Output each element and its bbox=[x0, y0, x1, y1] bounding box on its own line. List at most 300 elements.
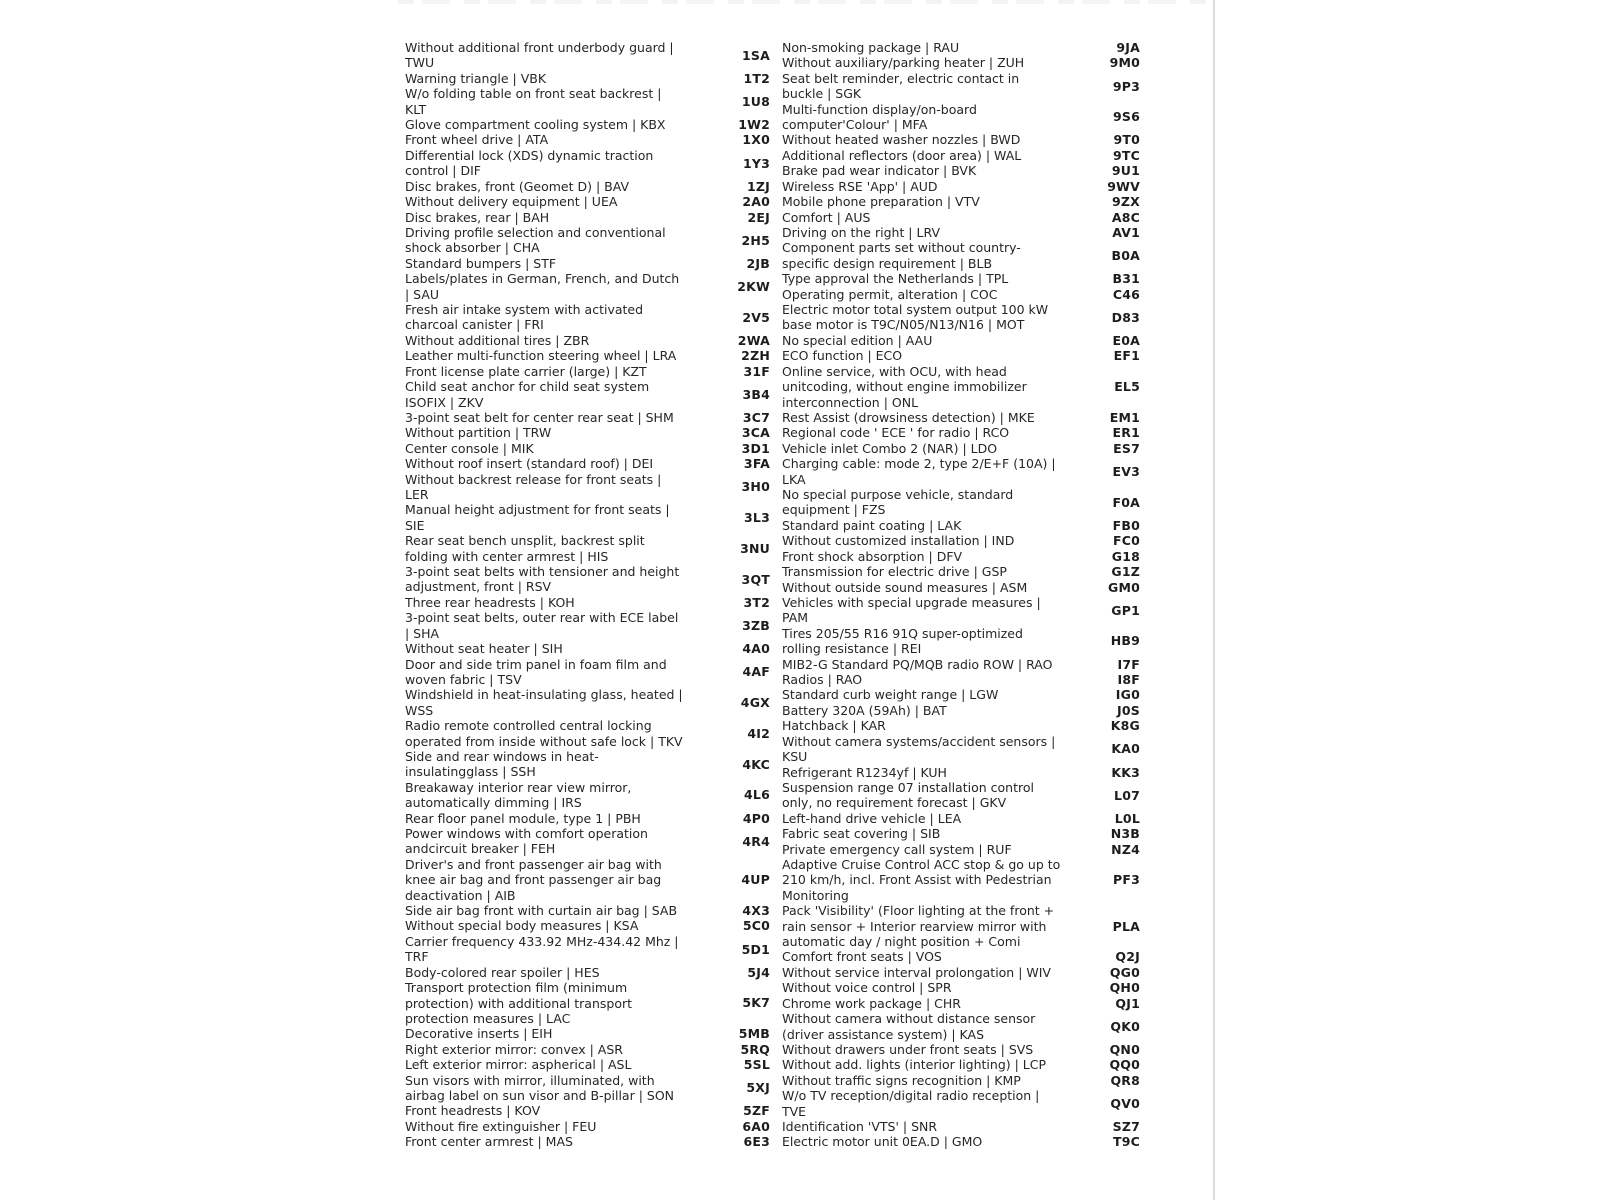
description-line: Without traffic signs recognition | KMP bbox=[782, 1072, 1021, 1088]
description-line: Without fire extinguisher | FEU bbox=[405, 1118, 597, 1134]
description-line: Battery 320A (59Ah) | BAT bbox=[782, 702, 947, 718]
description-line: TVE bbox=[782, 1103, 807, 1119]
option-description bbox=[782, 734, 1082, 765]
option-code: E0A bbox=[1112, 332, 1140, 348]
description-line: Carrier frequency 433.92 MHz-434.42 Mhz | bbox=[405, 933, 679, 949]
option-description bbox=[782, 348, 1082, 363]
option-row bbox=[782, 703, 1140, 718]
option-code: 1ZJ bbox=[746, 178, 770, 194]
option-row bbox=[405, 502, 770, 533]
description-line: No special edition | AAU bbox=[782, 332, 933, 348]
description-line: insulatingglass | SSH bbox=[405, 764, 536, 780]
option-code: 6A0 bbox=[742, 1118, 770, 1134]
option-row bbox=[405, 40, 770, 71]
option-code: AV1 bbox=[1112, 225, 1140, 240]
description-line: Transport protection film (minimum bbox=[405, 980, 628, 996]
description-line: 210 km/h, incl. Front Assist with Pedestrian bbox=[782, 872, 1052, 888]
description-line: Front wheel drive | ATA bbox=[405, 132, 549, 148]
option-row bbox=[782, 980, 1140, 995]
option-row bbox=[405, 657, 770, 688]
option-code: 9TC bbox=[1113, 147, 1140, 163]
option-row bbox=[782, 348, 1140, 363]
description-line: Disc brakes, front (Geomet D) | BAV bbox=[405, 178, 630, 194]
option-description bbox=[782, 487, 1082, 518]
description-line: Monitoring bbox=[782, 887, 849, 903]
option-row bbox=[782, 1057, 1140, 1072]
option-code: L07 bbox=[1114, 787, 1140, 803]
option-code: 3D1 bbox=[741, 440, 770, 456]
option-row bbox=[405, 86, 770, 117]
description-line: Wireless RSE 'App' | AUD bbox=[782, 178, 938, 194]
option-code: 4KC bbox=[742, 756, 770, 772]
description-line: W/o folding table on front seat backrest | bbox=[405, 86, 662, 102]
option-row bbox=[782, 949, 1140, 964]
option-row bbox=[782, 564, 1140, 579]
option-description bbox=[782, 687, 1082, 702]
description-line: Without heated washer nozzles | BWD bbox=[782, 132, 1021, 148]
description-line: Front center armrest | MAS bbox=[405, 1134, 573, 1150]
option-row bbox=[782, 40, 1140, 55]
description-line: Without backrest release for front seats | bbox=[405, 471, 662, 487]
option-code: J0S bbox=[1117, 702, 1140, 718]
option-code: D83 bbox=[1111, 309, 1140, 325]
option-code: 9WV bbox=[1107, 178, 1140, 194]
option-description bbox=[782, 40, 1082, 55]
description-line: Vehicles with special upgrade measures | bbox=[782, 594, 1041, 610]
option-description bbox=[782, 765, 1082, 780]
option-code: PF3 bbox=[1113, 872, 1140, 888]
description-line: Mobile phone preparation | VTV bbox=[782, 194, 980, 210]
option-description bbox=[782, 518, 1082, 533]
option-code: Q2J bbox=[1115, 949, 1140, 965]
description-line: Without voice control | SPR bbox=[782, 980, 952, 996]
option-row bbox=[782, 857, 1140, 903]
description-line: Glove compartment cooling system | KBX bbox=[405, 117, 666, 133]
option-description bbox=[782, 225, 1082, 240]
option-row bbox=[782, 734, 1140, 765]
option-description bbox=[405, 1057, 712, 1072]
option-code: I7F bbox=[1117, 656, 1140, 672]
option-description bbox=[782, 1057, 1082, 1072]
option-code: ES7 bbox=[1113, 440, 1140, 456]
description-line: Pack 'Visibility' (Floor lighting at the front + bbox=[782, 903, 1055, 919]
description-line: charcoal canister | FRI bbox=[405, 317, 544, 333]
option-row bbox=[782, 1011, 1140, 1042]
option-code: GM0 bbox=[1108, 579, 1140, 595]
option-description bbox=[405, 117, 712, 132]
option-row bbox=[782, 1134, 1140, 1149]
option-description bbox=[782, 718, 1082, 733]
option-code: G18 bbox=[1111, 548, 1140, 564]
option-code: QV0 bbox=[1110, 1095, 1140, 1111]
description-line: automatic day / night position + Comi bbox=[782, 934, 1021, 950]
option-description bbox=[405, 425, 712, 440]
description-line: Windshield in heat-insulating glass, heated | bbox=[405, 687, 683, 703]
description-line: andcircuit breaker | FEH bbox=[405, 841, 556, 857]
option-code: 9P3 bbox=[1112, 78, 1140, 94]
option-description bbox=[405, 657, 712, 688]
option-code: 5SL bbox=[743, 1057, 770, 1073]
description-line: | SAU bbox=[405, 286, 440, 302]
description-line: Decorative inserts | EIH bbox=[405, 1026, 553, 1042]
option-row bbox=[782, 333, 1140, 348]
option-description bbox=[405, 271, 712, 302]
option-description bbox=[405, 749, 712, 780]
option-row bbox=[782, 626, 1140, 657]
page-divider bbox=[1213, 0, 1215, 1200]
description-line: Door and side trim panel in foam film and bbox=[405, 656, 667, 672]
description-line: only, no requirement forecast | GKV bbox=[782, 795, 1007, 811]
description-line: adjustment, front | RSV bbox=[405, 579, 552, 595]
option-description bbox=[405, 533, 712, 564]
option-description bbox=[405, 811, 712, 826]
option-description bbox=[782, 333, 1082, 348]
option-row bbox=[405, 256, 770, 271]
description-line: airbag label on sun visor and B-pillar | SON bbox=[405, 1087, 675, 1103]
description-line: Without roof insert (standard roof) | DEI bbox=[405, 456, 654, 472]
description-line: Without special body measures | KSA bbox=[405, 918, 639, 934]
description-line: Vehicle inlet Combo 2 (NAR) | LDO bbox=[782, 440, 998, 456]
description-line: Charging cable: mode 2, type 2/E+F (10A) | bbox=[782, 456, 1056, 472]
description-line: Electric motor unit 0EA.D | GMO bbox=[782, 1134, 983, 1150]
description-line: Body-colored rear spoiler | HES bbox=[405, 964, 600, 980]
option-row bbox=[782, 410, 1140, 425]
option-code: QN0 bbox=[1109, 1041, 1140, 1057]
option-row bbox=[405, 348, 770, 363]
description-line: Standard curb weight range | LGW bbox=[782, 687, 999, 703]
option-code: 3C7 bbox=[742, 409, 770, 425]
option-description bbox=[782, 1088, 1082, 1119]
option-code: EV3 bbox=[1112, 463, 1140, 479]
option-code: C46 bbox=[1112, 286, 1140, 302]
description-line: deactivation | AIB bbox=[405, 887, 516, 903]
description-line: Chrome work package | CHR bbox=[782, 995, 961, 1011]
option-description bbox=[405, 564, 712, 595]
option-row bbox=[782, 71, 1140, 102]
description-line: Power windows with comfort operation bbox=[405, 825, 648, 841]
description-line: Sun visors with mirror, illuminated, with bbox=[405, 1072, 655, 1088]
description-line: specific design requirement | BLB bbox=[782, 255, 993, 271]
option-code: 4A0 bbox=[742, 641, 770, 657]
option-code: 1Y3 bbox=[742, 155, 770, 171]
option-code: K8G bbox=[1110, 718, 1140, 734]
description-line: Brake pad wear indicator | BVK bbox=[782, 163, 977, 179]
option-code: EF1 bbox=[1113, 348, 1140, 364]
option-row bbox=[405, 210, 770, 225]
description-line: Fresh air intake system with activated bbox=[405, 302, 644, 318]
option-description bbox=[782, 996, 1082, 1011]
description-line: Right exterior mirror: convex | ASR bbox=[405, 1041, 623, 1057]
description-line: Fabric seat covering | SIB bbox=[782, 826, 941, 842]
option-description bbox=[782, 1119, 1082, 1134]
description-line: Driving profile selection and conventional bbox=[405, 224, 666, 240]
option-row bbox=[782, 811, 1140, 826]
option-description bbox=[405, 194, 712, 209]
option-row bbox=[782, 595, 1140, 626]
option-row bbox=[405, 364, 770, 379]
description-line: SIE bbox=[405, 517, 425, 533]
description-line: Operating permit, alteration | COC bbox=[782, 286, 998, 302]
option-description bbox=[782, 194, 1082, 209]
option-description bbox=[782, 148, 1082, 163]
option-description bbox=[782, 780, 1082, 811]
option-code: 4UP bbox=[741, 872, 770, 888]
option-code: QH0 bbox=[1109, 980, 1140, 996]
option-code: A8C bbox=[1111, 209, 1140, 225]
description-line: automatically dimming | IRS bbox=[405, 795, 582, 811]
option-description bbox=[782, 595, 1082, 626]
description-line: Tires 205/55 R16 91Q super-optimized bbox=[782, 625, 1023, 641]
option-code: FC0 bbox=[1112, 533, 1140, 549]
option-description bbox=[782, 287, 1082, 302]
option-code: KK3 bbox=[1111, 764, 1140, 780]
option-code: F0A bbox=[1112, 494, 1140, 510]
option-row bbox=[405, 965, 770, 980]
option-code: 3FA bbox=[743, 456, 770, 472]
option-row bbox=[405, 148, 770, 179]
option-code: 5J4 bbox=[747, 964, 770, 980]
option-row bbox=[782, 765, 1140, 780]
description-line: Regional code ' ECE ' for radio | RCO bbox=[782, 425, 1010, 441]
description-line: Without camera systems/accident sensors | bbox=[782, 733, 1056, 749]
description-line: Side and rear windows in heat- bbox=[405, 748, 599, 764]
option-description bbox=[782, 210, 1082, 225]
option-row bbox=[405, 903, 770, 918]
option-description bbox=[405, 71, 712, 86]
option-code: QG0 bbox=[1109, 964, 1140, 980]
option-description bbox=[782, 626, 1082, 657]
option-code: 1SA bbox=[742, 47, 770, 63]
option-code: 5K7 bbox=[742, 995, 770, 1011]
description-line: Labels/plates in German, French, and Dutch bbox=[405, 271, 680, 287]
option-code: 5ZF bbox=[743, 1103, 770, 1119]
option-row bbox=[405, 1073, 770, 1104]
option-description bbox=[782, 857, 1082, 903]
description-line: Without add. lights (interior lighting) | LCP bbox=[782, 1057, 1047, 1073]
option-row bbox=[405, 441, 770, 456]
option-row bbox=[782, 487, 1140, 518]
option-description bbox=[405, 333, 712, 348]
option-description bbox=[405, 256, 712, 271]
description-line: 3-point seat belt for center rear seat | SHM bbox=[405, 409, 674, 425]
description-line: Left-hand drive vehicle | LEA bbox=[782, 810, 962, 826]
option-code: 2V5 bbox=[742, 309, 770, 325]
option-description bbox=[782, 965, 1082, 980]
description-line: Breakaway interior rear view mirror, bbox=[405, 779, 632, 795]
option-code: 4L6 bbox=[744, 787, 770, 803]
option-description bbox=[782, 580, 1082, 595]
description-line: 3-point seat belts with tensioner and height bbox=[405, 564, 680, 580]
option-row bbox=[405, 826, 770, 857]
option-row bbox=[782, 580, 1140, 595]
description-line: Seat belt reminder, electric contact in bbox=[782, 70, 1020, 86]
description-line: equipment | FZS bbox=[782, 502, 886, 518]
option-description bbox=[782, 456, 1082, 487]
option-row bbox=[782, 965, 1140, 980]
option-code: QR8 bbox=[1110, 1072, 1140, 1088]
description-line: Non-smoking package | RAU bbox=[782, 40, 960, 55]
option-row bbox=[782, 179, 1140, 194]
option-row bbox=[782, 287, 1140, 302]
description-line: Side air bag front with curtain air bag | SAB bbox=[405, 903, 678, 919]
description-line: operated from inside without safe lock | TKV bbox=[405, 733, 683, 749]
description-line: Front headrests | KOV bbox=[405, 1103, 541, 1119]
option-description bbox=[782, 949, 1082, 964]
option-code: 3H0 bbox=[741, 479, 770, 495]
option-row bbox=[782, 163, 1140, 178]
option-row bbox=[405, 271, 770, 302]
option-description bbox=[782, 903, 1082, 949]
option-description bbox=[405, 472, 712, 503]
description-line: | SHA bbox=[405, 625, 440, 641]
option-description bbox=[405, 918, 712, 933]
description-line: Refrigerant R1234yf | KUH bbox=[782, 764, 947, 780]
option-code: QJ1 bbox=[1115, 995, 1140, 1011]
option-description bbox=[782, 1073, 1082, 1088]
description-line: Differential lock (XDS) dynamic traction bbox=[405, 147, 654, 163]
description-line: Without outside sound measures | ASM bbox=[782, 579, 1028, 595]
option-row bbox=[782, 55, 1140, 70]
description-line: Multi-function display/on-board bbox=[782, 101, 977, 117]
option-description bbox=[405, 40, 712, 71]
option-row bbox=[405, 918, 770, 933]
option-description bbox=[782, 132, 1082, 147]
description-line: Hatchback | KAR bbox=[782, 718, 886, 734]
option-row bbox=[782, 718, 1140, 733]
option-code: 5XJ bbox=[746, 1080, 770, 1096]
description-line: LKA bbox=[782, 471, 806, 487]
description-line: Suspension range 07 installation control bbox=[782, 779, 1034, 795]
description-line: interconnection | ONL bbox=[782, 394, 919, 410]
option-row bbox=[405, 1119, 770, 1134]
option-description bbox=[782, 1042, 1082, 1057]
option-row bbox=[782, 225, 1140, 240]
option-description bbox=[782, 826, 1082, 841]
option-row bbox=[405, 857, 770, 903]
option-row bbox=[405, 564, 770, 595]
option-row bbox=[405, 749, 770, 780]
option-description bbox=[405, 687, 712, 718]
option-row bbox=[405, 1057, 770, 1072]
description-line: Standard paint coating | LAK bbox=[782, 517, 962, 533]
option-code: 2A0 bbox=[742, 194, 770, 210]
option-row bbox=[782, 672, 1140, 687]
description-line: KLT bbox=[405, 101, 427, 117]
description-line: protection measures | LAC bbox=[405, 1010, 571, 1026]
option-row bbox=[405, 610, 770, 641]
option-row bbox=[782, 271, 1140, 286]
option-row bbox=[782, 657, 1140, 672]
description-line: W/o TV reception/digital radio reception | bbox=[782, 1088, 1040, 1104]
description-line: Without camera without distance sensor bbox=[782, 1011, 1036, 1027]
option-code: T9C bbox=[1113, 1134, 1140, 1150]
option-code: 5RQ bbox=[740, 1041, 770, 1057]
option-row bbox=[782, 518, 1140, 533]
option-description bbox=[405, 857, 712, 903]
option-description bbox=[405, 903, 712, 918]
description-line: Adaptive Cruise Control ACC stop & go up to bbox=[782, 857, 1061, 872]
description-line: (driver assistance system) | KAS bbox=[782, 1026, 985, 1042]
option-description bbox=[782, 811, 1082, 826]
option-row bbox=[405, 934, 770, 965]
option-row bbox=[405, 194, 770, 209]
option-row bbox=[782, 425, 1140, 440]
option-code: 5MB bbox=[738, 1026, 770, 1042]
option-row bbox=[782, 780, 1140, 811]
description-line: protection) with additional transport bbox=[405, 995, 633, 1011]
option-code: B31 bbox=[1112, 271, 1140, 287]
description-line: Additional reflectors (door area) | WAL bbox=[782, 147, 1022, 163]
description-line: Manual height adjustment for front seats | bbox=[405, 502, 670, 518]
option-code: 3CA bbox=[741, 425, 770, 441]
option-code: 2EJ bbox=[747, 209, 770, 225]
option-description bbox=[782, 364, 1082, 410]
description-line: Rest Assist (drowsiness detection) | MKE bbox=[782, 409, 1035, 425]
description-line: Left exterior mirror: aspherical | ASL bbox=[405, 1057, 632, 1073]
description-line: knee air bag and front passenger air bag bbox=[405, 872, 662, 888]
option-row bbox=[405, 225, 770, 256]
option-code: 2JB bbox=[746, 255, 770, 271]
option-row bbox=[405, 533, 770, 564]
description-line: Private emergency call system | RUF bbox=[782, 841, 1012, 857]
description-line: Component parts set without country- bbox=[782, 240, 1021, 256]
option-description bbox=[782, 71, 1082, 102]
description-line: Without additional tires | ZBR bbox=[405, 332, 590, 348]
option-code: 9U1 bbox=[1111, 163, 1140, 179]
option-description bbox=[782, 1011, 1082, 1042]
option-description bbox=[405, 379, 712, 410]
option-row bbox=[405, 718, 770, 749]
option-row bbox=[405, 780, 770, 811]
option-row bbox=[782, 240, 1140, 271]
option-code: EM1 bbox=[1109, 409, 1140, 425]
option-code: SZ7 bbox=[1112, 1119, 1140, 1135]
option-description bbox=[782, 102, 1082, 133]
option-row bbox=[782, 1088, 1140, 1119]
option-code: 2ZH bbox=[741, 348, 770, 364]
option-row bbox=[782, 132, 1140, 147]
description-line: No special purpose vehicle, standard bbox=[782, 487, 1014, 503]
description-line: Warning triangle | VBK bbox=[405, 70, 547, 86]
option-code: 1X0 bbox=[742, 132, 770, 148]
option-description bbox=[405, 1042, 712, 1057]
option-row bbox=[405, 179, 770, 194]
description-line: folding with center armrest | HIS bbox=[405, 548, 609, 564]
option-row bbox=[405, 132, 770, 147]
option-code: 31F bbox=[743, 363, 770, 379]
option-list-right bbox=[782, 40, 1140, 1150]
option-description bbox=[782, 441, 1082, 456]
option-description bbox=[782, 1134, 1082, 1149]
option-code: 9S6 bbox=[1113, 109, 1140, 125]
option-row bbox=[782, 903, 1140, 949]
description-line: Center console | MIK bbox=[405, 440, 534, 456]
option-code: 3QT bbox=[741, 571, 770, 587]
option-description bbox=[405, 1134, 712, 1149]
option-code: 3ZB bbox=[742, 617, 770, 633]
option-code: 9ZX bbox=[1112, 194, 1140, 210]
option-code: 4AF bbox=[742, 664, 770, 680]
description-line: Driver's and front passenger air bag with bbox=[405, 856, 662, 872]
description-line: TRF bbox=[405, 949, 429, 965]
option-code: IG0 bbox=[1115, 687, 1140, 703]
option-code: FB0 bbox=[1112, 517, 1140, 533]
option-code: 4GX bbox=[740, 695, 770, 710]
description-line: Front shock absorption | DFV bbox=[782, 548, 963, 564]
clipped-text-remnant bbox=[398, 0, 1210, 4]
option-code: B0A bbox=[1111, 248, 1140, 264]
option-description bbox=[405, 441, 712, 456]
